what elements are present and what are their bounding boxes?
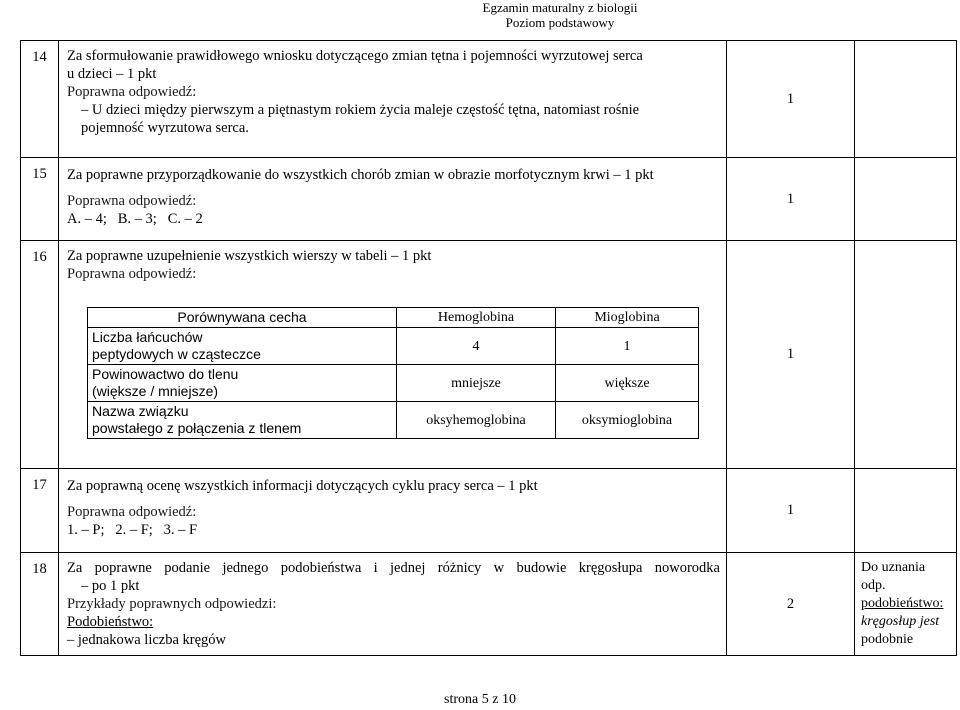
hemoglobin-value: mniejsze xyxy=(397,365,556,402)
table-row xyxy=(21,41,957,158)
page-number: strona 5 z 10 xyxy=(444,692,516,707)
answer-text: A. – 4; B. – 3; C. – 2 xyxy=(67,211,203,227)
points: 1 xyxy=(727,469,855,553)
task-number: 16 xyxy=(21,241,59,469)
scoring-criterion: Za poprawne podanie jednego podobieństwa i jednej różnicy w budowie kręgosłupa noworodka xyxy=(67,560,720,576)
header-hemoglobin: Hemoglobina xyxy=(397,308,556,328)
task-number: 18 xyxy=(21,553,59,656)
scoring-criterion: Za poprawne uzupełnienie wszystkich wierszy w tabeli – 1 pkt xyxy=(67,248,432,264)
correct-answer-label: Poprawna odpowiedź: xyxy=(67,84,197,100)
task-content xyxy=(59,158,727,241)
hemoglobin-value: oksyhemoglobina xyxy=(397,402,556,439)
table-row xyxy=(21,553,957,656)
scoring-criterion-cont: – po 1 pkt xyxy=(81,578,140,594)
task-content xyxy=(59,41,727,158)
task-number: 14 xyxy=(21,41,59,158)
hemoglobin-value: 4 xyxy=(397,328,556,365)
header-level: Poziom podstawowy xyxy=(505,15,615,30)
notes-cell xyxy=(855,241,957,469)
notes-cell xyxy=(855,469,957,553)
correct-answer-label: Poprawna odpowiedź: xyxy=(67,266,197,282)
table-row xyxy=(21,241,957,469)
notes-cell xyxy=(855,158,957,241)
comparison-row xyxy=(88,328,699,365)
header-feature: Porównywana cecha xyxy=(88,308,397,328)
scoring-criterion: Za poprawną ocenę wszystkich informacji dotyczących cyklu pracy serca – 1 pkt xyxy=(67,478,538,494)
answer-text-cont: pojemność wyrzutowa serca. xyxy=(81,120,249,136)
note-line: kręgosłup jest xyxy=(861,614,940,629)
task-content xyxy=(59,241,727,469)
correct-answer-label: Poprawna odpowiedź: xyxy=(67,193,197,209)
points: 1 xyxy=(727,158,855,241)
note-line: Do uznania xyxy=(861,560,926,575)
comparison-header-row xyxy=(88,308,699,328)
myoglobin-value: większe xyxy=(556,365,699,402)
task-number: 15 xyxy=(21,158,59,241)
task-number: 17 xyxy=(21,469,59,553)
scoring-criterion-cont: u dzieci – 1 pkt xyxy=(67,66,157,82)
note-line: podobnie xyxy=(861,632,914,647)
scoring-criterion: Za sformułowanie prawidłowego wniosku dotyczącego zmian tętna i pojemności wyrzutowej serca xyxy=(67,48,643,64)
note-similarity-label: podobieństwo: xyxy=(861,596,944,611)
comparison-table xyxy=(87,307,699,439)
table-row xyxy=(21,158,957,241)
header-myoglobin: Mioglobina xyxy=(556,308,699,328)
note-line: odp. xyxy=(861,578,886,593)
header-exam-title: Egzamin maturalny z biologii xyxy=(482,0,638,15)
examples-label: Przykłady poprawnych odpowiedzi: xyxy=(67,596,277,612)
feature-cell: Powinowactwo do tlenu (większe / mniejsze) xyxy=(88,365,397,402)
comparison-row xyxy=(88,365,699,402)
myoglobin-value: oksymioglobina xyxy=(556,402,699,439)
task-content xyxy=(59,469,727,553)
comparison-row xyxy=(88,402,699,439)
points: 2 xyxy=(727,553,855,656)
answer-text: – jednakowa liczba kręgów xyxy=(67,632,227,648)
correct-answer-label: Poprawna odpowiedź: xyxy=(67,504,197,520)
feature-cell: Liczba łańcuchów peptydowych w cząsteczce xyxy=(88,328,397,365)
myoglobin-value: 1 xyxy=(556,328,699,365)
points: 1 xyxy=(727,241,855,469)
table-row xyxy=(21,469,957,553)
answer-text: – U dzieci między pierwszym a piętnastym rokiem życia maleje częstość tętna, natomiast rośnie xyxy=(81,102,640,118)
answer-key-table xyxy=(20,40,957,656)
similarity-label: Podobieństwo: xyxy=(67,614,154,630)
scoring-criterion: Za poprawne przyporządkowanie do wszystkich chorób zmian w obrazie morfotycznym krwi – 1 pkt xyxy=(67,167,654,183)
feature-cell: Nazwa związku powstałego z połączenia z tlenem xyxy=(88,402,397,439)
points: 1 xyxy=(727,41,855,158)
answer-text: 1. – P; 2. – F; 3. – F xyxy=(67,522,198,538)
task-content xyxy=(59,553,727,656)
notes-cell xyxy=(855,553,957,656)
notes-cell xyxy=(855,41,957,158)
